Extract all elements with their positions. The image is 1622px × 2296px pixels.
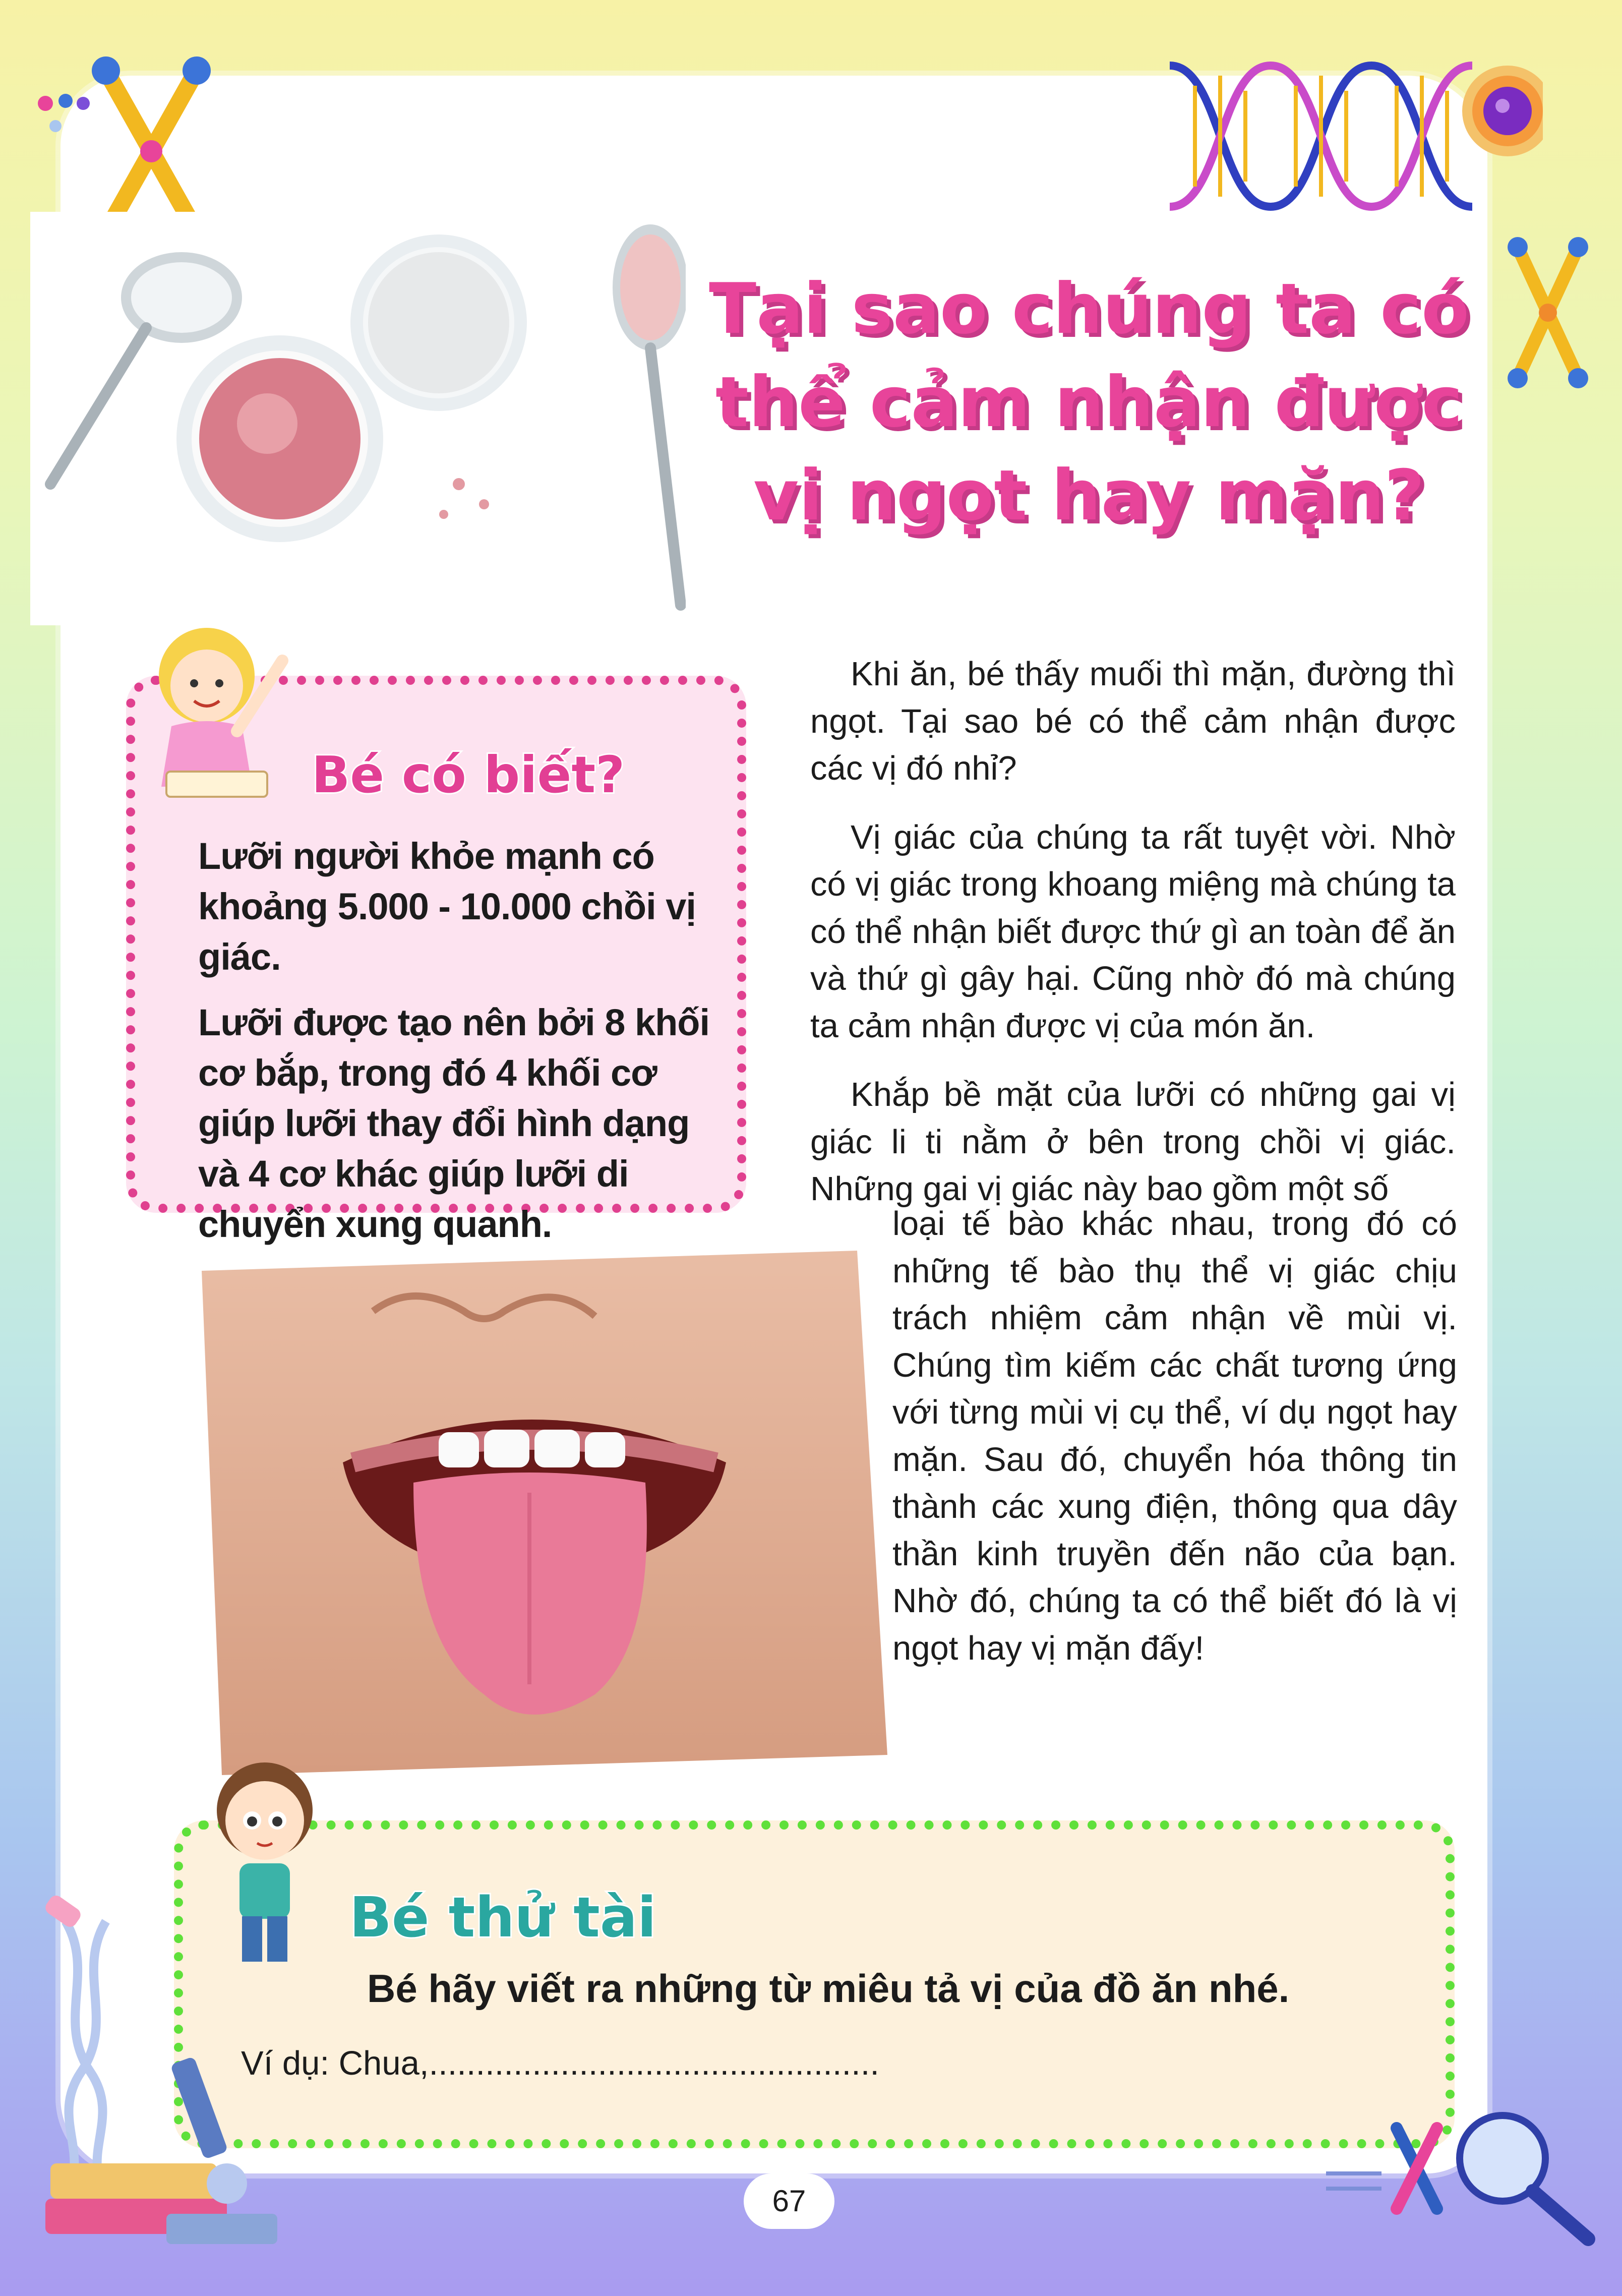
title-line: thể cảm nhận được	[715, 362, 1463, 443]
tongue-photo	[202, 1251, 887, 1775]
dna-helix-icon	[1160, 45, 1543, 227]
page-number: 67	[744, 2173, 834, 2229]
page-title	[686, 262, 1492, 542]
chromosome-small-icon	[1497, 237, 1598, 388]
challenge-title: Bé thử tài	[349, 1885, 656, 1950]
challenge-box	[174, 1820, 1455, 2148]
title-line: vị ngọt hay mặn?	[753, 455, 1425, 536]
title-line: Tại sao chúng ta có	[709, 268, 1469, 349]
girl-illustration	[136, 620, 303, 812]
salt-photo	[30, 212, 686, 625]
did-you-know-text	[198, 831, 723, 1265]
lab-books-microscope-icon	[35, 1891, 297, 2254]
fact-paragraph: Lưỡi người khỏe mạnh có khoảng 5.000 - 10.000 chồi vị giác.	[198, 835, 696, 978]
fact-paragraph: Lưỡi được tạo nên bởi 8 khối cơ bắp, trong đó 4 khối cơ giúp lưỡi thay đổi hình dạng và 4 cơ khác giúp lưỡi di chuyển xung quanh.	[198, 1002, 710, 1245]
article-paragraph: Vị giác của chúng ta rất tuyệt vời. Nhờ có vị giác trong khoang miệng mà chúng ta có thể nhận biết được thứ gì an toàn để ăn và thứ gì gây hại. Cũng nhờ đó mà chúng ta cảm nhận được vị của món ăn.	[810, 818, 1456, 1045]
article-text	[810, 651, 1456, 1213]
challenge-example-line[interactable]: Ví dụ: Chua,................................................	[241, 2044, 879, 2082]
article-paragraph: Khi ăn, bé thấy muối thì mặn, đường thì ngọt. Tại sao bé có thể cảm nhận được các vị đó nhỉ?	[810, 655, 1456, 787]
challenge-instruction: Bé hãy viết ra những từ miêu tả vị của đồ ăn nhé.	[367, 1966, 1290, 2011]
did-you-know-title: Bé có biết?	[312, 745, 625, 804]
article-continuation: loại tế bào khác nhau, trong đó có những tế bào thụ thể vị giác chịu trách nhiệm cảm nhận về mùi vị. Chúng tìm kiếm các chất tương ứng với từng mùi vị cụ thể, ví dụ ngọt hay mặn. Sau đó, chuyển hóa thông tin thành các xung điện, thông qua dây thần kinh truyền đến não của bạn. Nhờ đó, chúng ta có thể biết đó là vị ngọt hay vị mặn đấy!	[892, 1205, 1457, 1667]
dots-icon	[35, 91, 91, 136]
article-paragraph: Khắp bề mặt của lưỡi có những gai vị giác li ti nằm ở bên trong chồi vị giác. Những gai vị giác này bao gồm một số	[810, 1076, 1456, 1208]
magnifier-icon	[1321, 2108, 1608, 2259]
